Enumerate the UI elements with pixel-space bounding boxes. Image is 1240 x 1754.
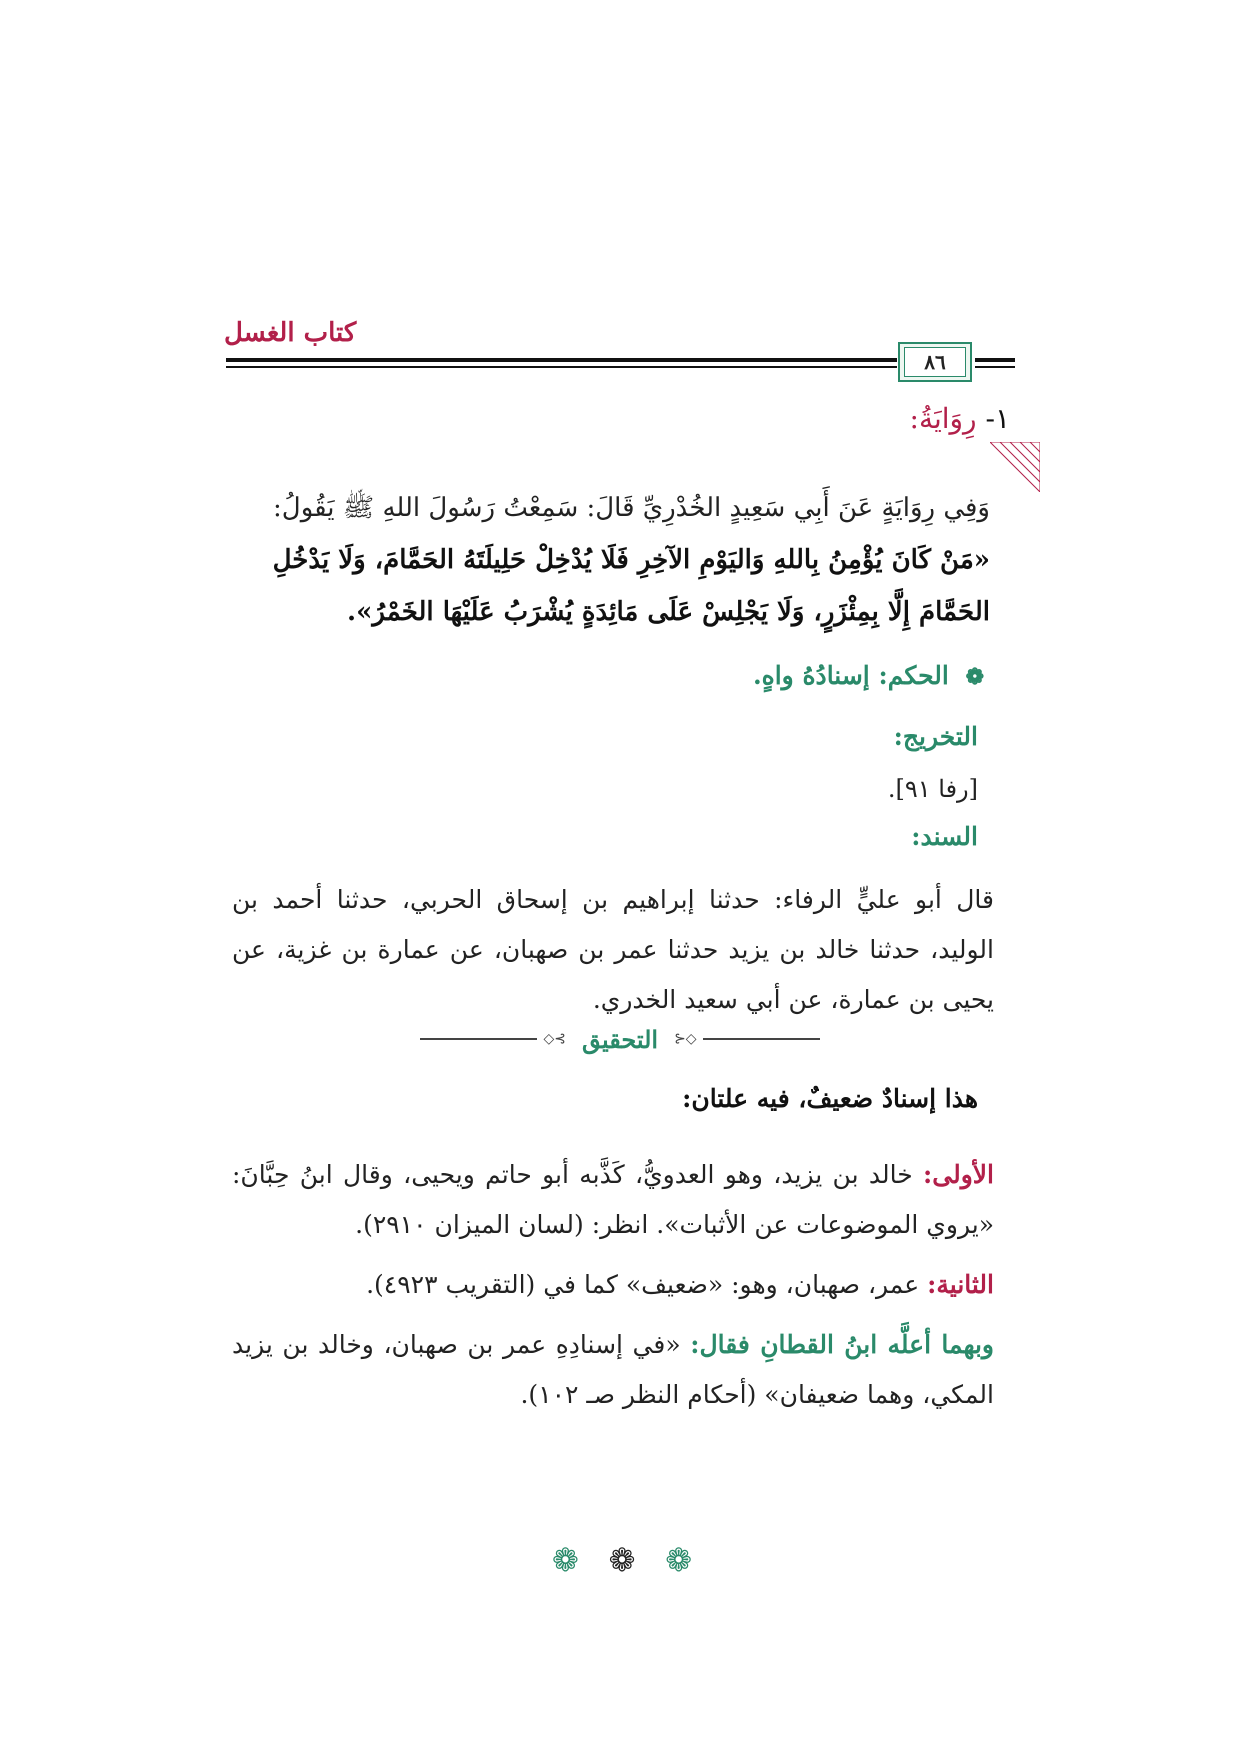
takhrij-label: التخريج: bbox=[893, 722, 978, 751]
tahqiq-title: التحقيق bbox=[581, 1024, 659, 1054]
section-heading bbox=[910, 402, 1010, 435]
second-defect bbox=[232, 1260, 994, 1310]
flower-icon: ❁ bbox=[965, 664, 984, 690]
header-rule bbox=[226, 358, 897, 368]
ruling bbox=[753, 661, 984, 690]
tahqiq-intro: هذا إسنادٌ ضعيفٌ، فيه علتان: bbox=[682, 1084, 978, 1113]
ornament-icon: ⊱◇ bbox=[674, 1031, 697, 1047]
tahqiq-divider bbox=[420, 1022, 820, 1056]
ibn-qattan-text: «في إسنادِهِ عمر بن صهبان، وخالد بن يزيد المكي، وهما ضعيفان» (أحكام النظر صـ ١٠٢). bbox=[232, 1330, 994, 1409]
corner-ornament-icon bbox=[990, 442, 1040, 492]
book-title: كتاب الغسل bbox=[224, 318, 357, 348]
second-defect-label: الثانية: bbox=[927, 1270, 994, 1299]
hadith-matn: «مَنْ كَانَ يُؤْمِنُ بِاللهِ وَاليَوْمِ الآخِرِ فَلَا يُدْخِلْ حَلِيلَتَهُ الحَمَّامَ، وَلَا يَدْخُلِ الحَمَّامَ إِلَّا بِمِئْزَرٍ، وَلَا يَجْلِسْ عَلَى مَائِدَةٍ يُشْرَبُ عَلَيْهَا الخَمْرُ». bbox=[272, 545, 990, 627]
flower-icon: ❁ bbox=[665, 1541, 692, 1579]
page-number: ٨٦ bbox=[904, 347, 966, 377]
first-defect-text: خالد بن يزيد، وهو العدويُّ، كَذَّبه أبو حاتم ويحيى، وقال ابنُ حِبَّانَ: «يروي الموضوعات عن الأثبات». انظر: (لسان الميزان ٢٩١٠). bbox=[232, 1160, 994, 1239]
footer-ornament bbox=[552, 1540, 692, 1580]
section-number: ١- bbox=[985, 402, 1010, 435]
ruling-label: الحكم: bbox=[878, 661, 949, 690]
flower-icon: ❁ bbox=[552, 1541, 579, 1579]
sanad-label: السند: bbox=[911, 822, 978, 851]
ruling-value: إسنادُهُ واهٍ. bbox=[752, 661, 870, 690]
section-label: رِوَايَةُ: bbox=[909, 402, 977, 435]
first-defect bbox=[232, 1150, 994, 1250]
page-number-badge bbox=[898, 342, 972, 382]
takhrij-text: [رفا ٩١]. bbox=[887, 775, 978, 803]
flower-icon: ❁ bbox=[608, 1541, 636, 1579]
hadith-lead: وَفِي رِوَايَةٍ عَنَ أَبِي سَعِيدٍ الخُدْرِيِّ قَالَ: سَمِعْتُ رَسُولَ اللهِ ﷺ يَقُولُ: bbox=[273, 493, 990, 523]
ornament-icon: ◇⊰ bbox=[543, 1031, 566, 1047]
second-defect-text: عمر، صهبان، وهو: «ضعيف» كما في (التقريب ٤٩٢٣). bbox=[366, 1270, 920, 1299]
header-rule-right bbox=[975, 358, 1015, 368]
ibn-qattan-label: وبهما أعلَّه ابنُ القطانِ فقال: bbox=[690, 1330, 995, 1359]
sanad-text: قال أبو عليٍّ الرفاء: حدثنا إبراهيم بن إسحاق الحربي، حدثنا أحمد بن الوليد، حدثنا خالد بن يزيد حدثنا عمر بن صهبان، عن عمارة بن غزية، عن يحيى بن عمارة، عن أبي سعيد الخدري. bbox=[232, 885, 994, 1014]
first-defect-label: الأولى: bbox=[923, 1160, 994, 1189]
hadith-text bbox=[232, 482, 990, 638]
ibn-qattan-note bbox=[232, 1320, 994, 1420]
